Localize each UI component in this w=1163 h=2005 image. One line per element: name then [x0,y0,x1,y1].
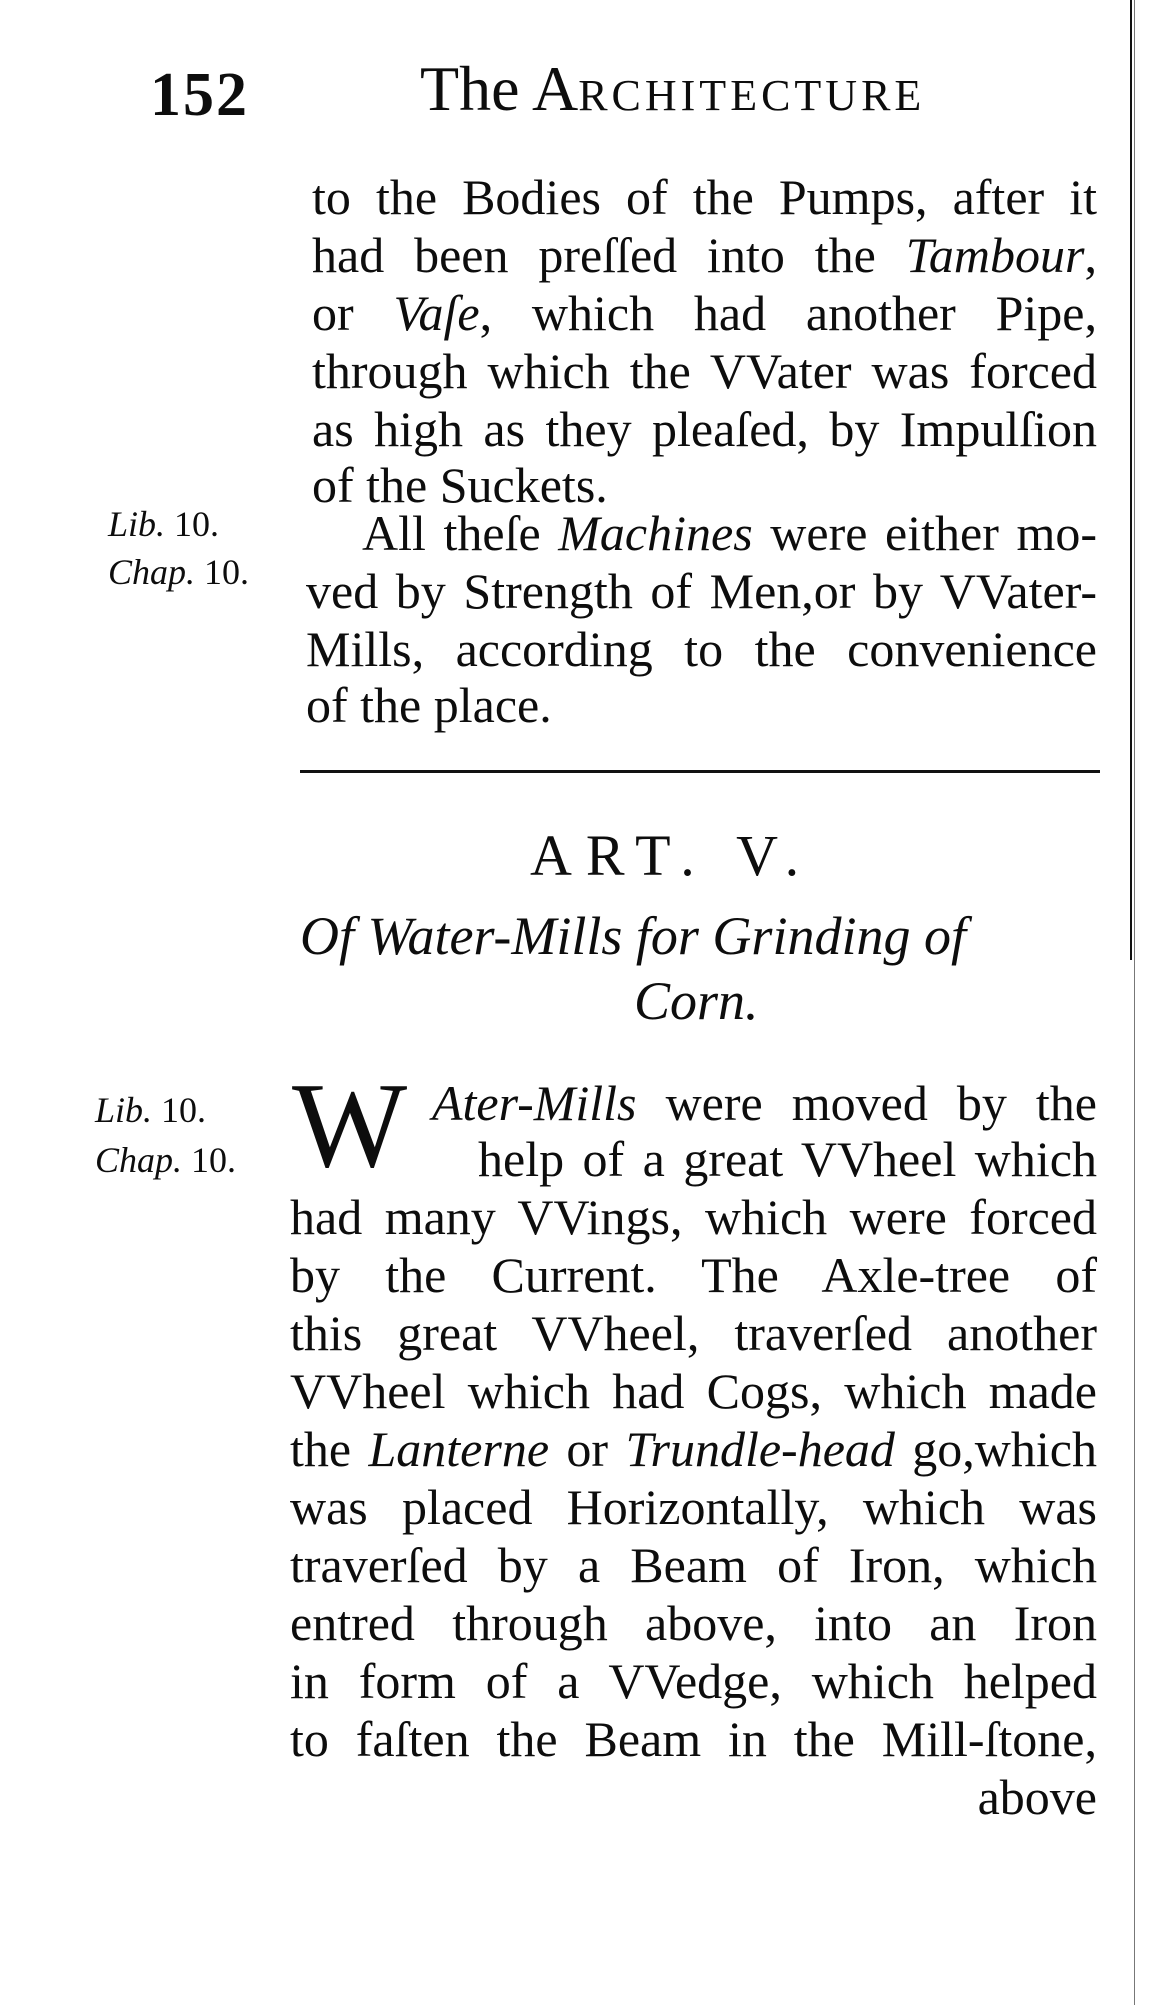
para1-line1: to the Bodies of the Pumps, after it [312,169,1097,225]
article-title-line2: Corn. [634,971,759,1031]
para3-line6: VVheel which had Cogs, which made [290,1363,1097,1419]
para3-line7: the Lanterne or Trundle-head go,which [290,1421,1097,1477]
para1-line6: of the Suckets. [312,457,608,513]
page-edge-shadow [1134,0,1135,2005]
para3-line10: entred through above, into an Iron [290,1595,1097,1651]
page-edge-line [1130,0,1132,960]
para2-line2: ved by Strength of Men,or by VVater- [306,563,1097,619]
para3-line3: had many VVings, which were forced [290,1189,1097,1245]
para3-line8: was placed Horizontally, which was [290,1479,1097,1535]
para1-line4: through which the VVater was forced [312,343,1097,399]
article-heading: ART. V. [530,823,814,888]
drop-cap: W [292,1058,408,1193]
para3-line2: help of a great VVheel which [478,1131,1097,1187]
para3-line4: by the Current. The Axle-tree of [290,1247,1097,1303]
para2-line3: Mills, according to the convenience [306,621,1097,677]
para1-line3: or Vaſe, which had another Pipe, [312,285,1098,341]
para3-line11: in form of a VVedge, which helped [290,1653,1097,1709]
para3-line9: traverſed by a Beam of Iron, which [290,1537,1097,1593]
catchword: above [977,1769,1097,1825]
running-head: The ARCHITECTURE [420,53,926,124]
page-number: 152 [150,61,249,129]
section-rule [300,770,1100,773]
margin-note-chap-1: Chap. 10. [108,552,250,592]
para2-line1: All theſe Machines were either mo- [362,505,1097,561]
para3-line1: Ater-Mills were moved by the [432,1075,1097,1131]
margin-note-lib-1: Lib. 10. [108,504,220,544]
para1-line2: had been preſſed into the Tambour, [312,227,1097,283]
para3-line5: this great VVheel, traverſed another [290,1305,1097,1361]
margin-note-chap-2: Chap. 10. [95,1140,237,1180]
para1-line5: as high as they pleaſed, by Impulſion [312,401,1097,457]
para2-line4: of the place. [306,677,552,733]
para3-line12: to faſten the Beam in the Mill-ſtone, [290,1711,1097,1767]
article-title-line1: Of Water-Mills for Grinding of [300,906,966,966]
margin-note-lib-2: Lib. 10. [95,1090,207,1130]
